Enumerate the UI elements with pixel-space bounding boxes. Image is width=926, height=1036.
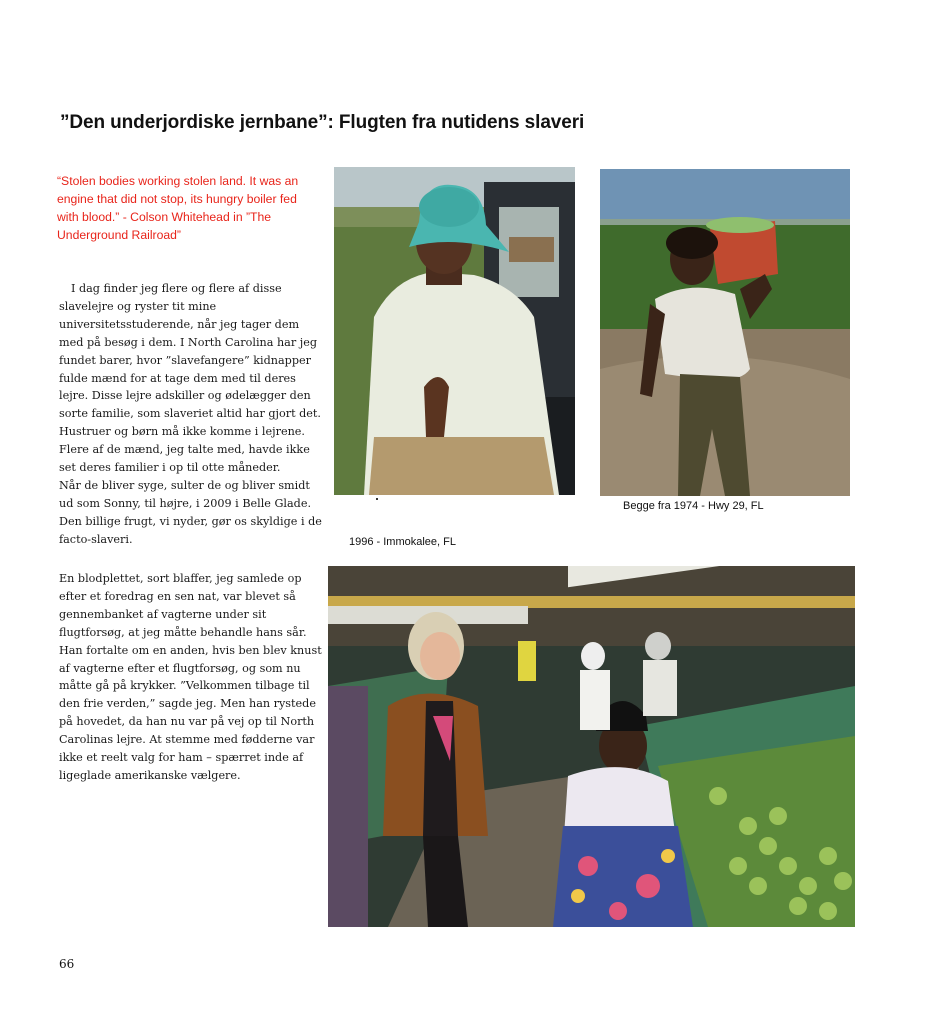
photo-woman-in-hat [334,167,575,495]
photo-man-carrying-bucket [600,169,850,496]
epigraph-quote: “Stolen bodies working stolen land. It was an engine that did not stop, its hungry boiler fed with blood.” - Colson Whitehead in ”The Underground Railroad” [57,174,299,242]
photo-packing-line [328,566,855,927]
body-paragraph-3: En blodplettet, sort blaffer, jeg samlede op efter et foredrag en sen nat, var blevet så gennembanket af vagterne under sit flugtforsøg, at jeg måtte behandle hans sår. Han fortalte om en anden, hvis ben blev knust af vagterne efter et flugtforsøg, og som nu måtte gå på krykker. ”Velkommen tilbage til den frie verden,” sagde jeg. Men han rystede på hovedet, da han nu var på vej op til North Carolinas lejre. At stemme med fødderne var ikke et reelt valg for ham – spærret inde af ligeglade amerikanske vælgere. [59,572,322,782]
page-number: 66 [59,957,75,971]
body-paragraph-2: Når de bliver syge, sulter de og bliver smidt ud som Sonny, til højre, i 2009 i Belle Glade. Den billige frugt, vi nyder, gør os skyldige i de facto-slaveri. [59,478,322,546]
stray-dot [376,498,378,500]
body-paragraph-1: I dag finder jeg flere og flere af disse slavelejre og ryster tit mine universitetsstuderende, når jeg tager dem med på besøg i dem. I North Carolina har jeg fundet barer, hvor ”slavefangere” kidnapper fulde mænd for at tage dem med til deres lejre. Disse lejre adskiller og ødelægger den sorte familie, som slaveriet altid har gjort det. Hustruer og børn må ikke komme i lejrene. Flere af de mænd, jeg talte med, havde ikke set deres familier i op til otte måneder. [59,282,321,475]
body-column-upper [59,280,327,549]
caption-left-photo: 1996 - Immokalee, FL [349,536,456,548]
page-title: ”Den underjordiske jernbane”: Flugten fra nutidens slaveri [60,112,585,133]
caption-right-photo: Begge fra 1974 - Hwy 29, FL [623,500,764,512]
body-column-lower [59,570,327,785]
